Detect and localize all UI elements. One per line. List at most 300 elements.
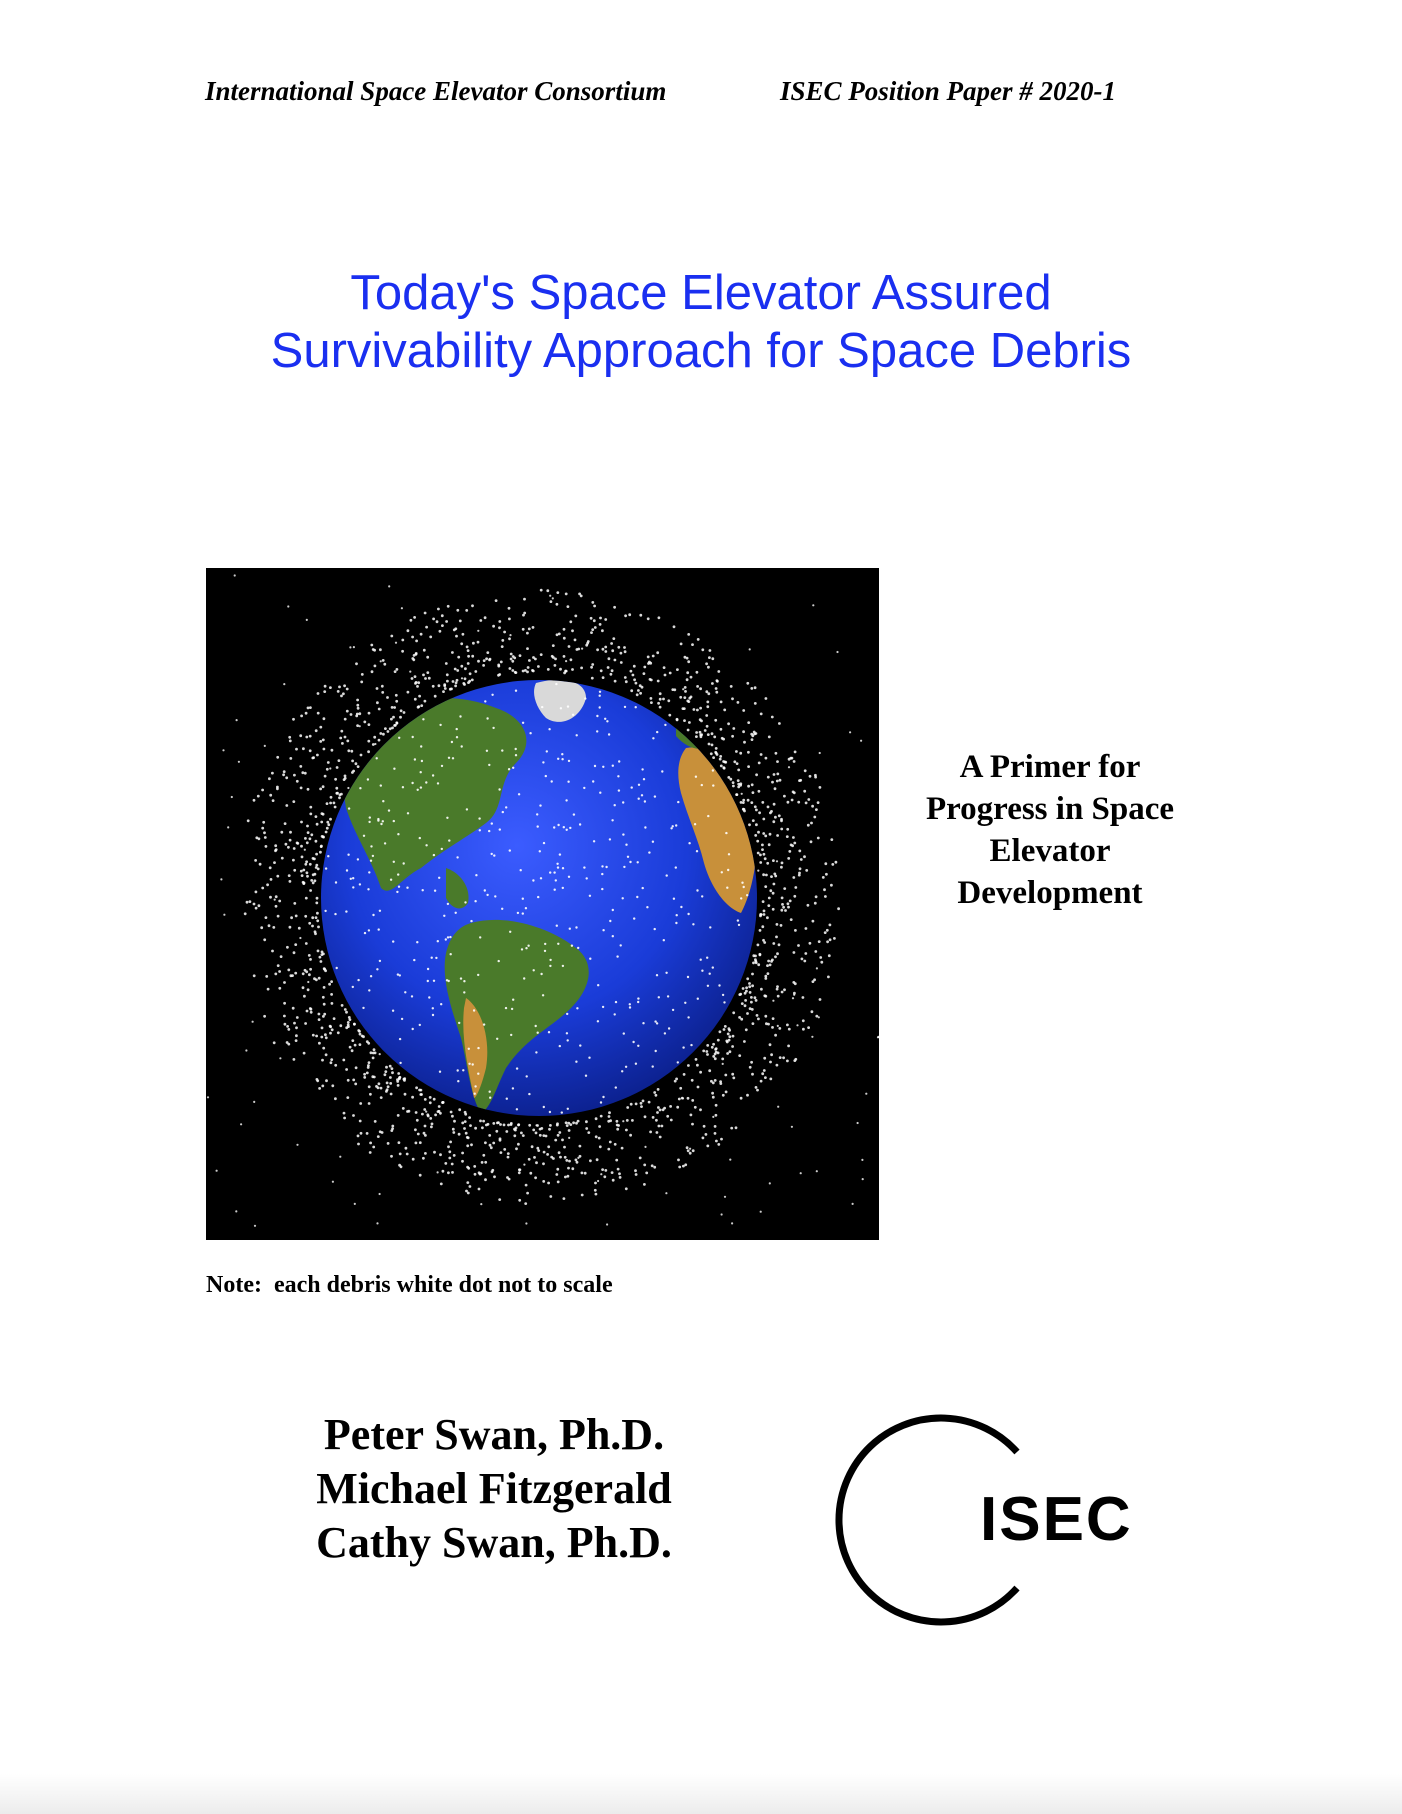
debris-dot <box>647 656 650 659</box>
debris-dot <box>510 1123 513 1126</box>
debris-dot <box>597 984 599 986</box>
debris-dot <box>361 1035 364 1038</box>
debris-dot <box>737 786 740 789</box>
debris-dot <box>460 665 463 668</box>
debris-dot <box>779 779 782 782</box>
debris-dot <box>596 730 598 732</box>
debris-dot <box>625 1066 627 1068</box>
debris-dot <box>780 909 783 912</box>
debris-dot <box>304 1022 307 1025</box>
debris-dot <box>509 849 511 851</box>
debris-dot <box>792 791 795 794</box>
debris-dot <box>601 888 603 890</box>
debris-dot <box>501 749 503 751</box>
debris-dot <box>414 698 417 701</box>
debris-dot <box>349 1046 352 1049</box>
debris-dot <box>549 1111 551 1113</box>
debris-dot <box>482 1154 485 1157</box>
debris-dot <box>650 697 653 700</box>
debris-dot <box>575 1122 578 1125</box>
debris-dot <box>707 733 710 736</box>
debris-dot <box>539 1134 542 1137</box>
debris-dot <box>427 968 429 970</box>
debris-dot <box>687 1149 690 1152</box>
debris-dot <box>315 729 318 732</box>
debris-dot <box>731 1073 734 1076</box>
debris-dot <box>345 1068 348 1071</box>
isec-logo <box>820 1400 1180 1640</box>
debris-dot <box>649 1131 652 1134</box>
debris-dot <box>472 642 475 645</box>
debris-dot <box>420 786 422 788</box>
debris-dot <box>296 842 299 845</box>
debris-dot <box>356 699 359 702</box>
debris-dot <box>261 789 264 792</box>
debris-dot <box>498 626 501 629</box>
debris-dot <box>368 1102 371 1105</box>
debris-dot <box>441 765 443 767</box>
debris-dot <box>372 1052 375 1055</box>
debris-dot <box>657 702 660 705</box>
debris-dot <box>363 721 366 724</box>
debris-dot <box>454 668 457 671</box>
debris-dot <box>447 903 449 905</box>
debris-dot <box>286 1025 289 1028</box>
debris-dot <box>302 747 305 750</box>
debris-dot <box>683 719 686 722</box>
debris-dot <box>551 655 554 658</box>
debris-dot <box>335 881 337 883</box>
debris-dot <box>782 1056 785 1059</box>
debris-dot <box>322 785 325 788</box>
debris-dot <box>536 813 538 815</box>
debris-dot <box>351 771 354 774</box>
debris-dot <box>635 706 637 708</box>
debris-dot <box>713 736 716 739</box>
debris-dot <box>449 1141 452 1144</box>
debris-dot <box>478 817 480 819</box>
debris-dot <box>714 1132 717 1135</box>
debris-dot <box>769 1043 772 1046</box>
debris-dot <box>338 686 341 689</box>
debris-dot <box>503 1124 506 1127</box>
debris-dot <box>764 1015 767 1018</box>
debris-dot <box>708 1069 711 1072</box>
debris-dot <box>484 1178 487 1181</box>
debris-dot <box>483 1023 485 1025</box>
debris-dot <box>369 1142 372 1145</box>
debris-dot <box>715 1114 718 1117</box>
debris-dot <box>276 787 279 790</box>
debris-dot <box>745 986 748 989</box>
debris-dot <box>472 1063 474 1065</box>
debris-dot <box>391 706 394 709</box>
debris-dot <box>778 943 781 946</box>
debris-dot <box>316 823 319 826</box>
debris-dot <box>351 1039 354 1042</box>
debris-dot <box>815 895 818 898</box>
debris-dot <box>415 1086 418 1089</box>
debris-dot <box>642 1100 645 1103</box>
debris-dot <box>622 1120 624 1122</box>
debris-dot <box>293 847 296 850</box>
debris-dot <box>368 929 370 931</box>
debris-dot <box>419 837 421 839</box>
debris-dot <box>594 626 597 629</box>
debris-dot <box>465 1132 468 1135</box>
debris-dot <box>412 1158 415 1161</box>
debris-dot <box>563 826 565 828</box>
debris-dot <box>687 729 690 732</box>
debris-dot <box>305 970 308 973</box>
debris-dot <box>708 743 711 746</box>
debris-dot <box>486 894 488 896</box>
debris-dot <box>794 886 797 889</box>
debris-dot <box>446 979 448 981</box>
debris-dot <box>787 906 790 909</box>
debris-dot <box>393 768 395 770</box>
debris-dot <box>565 1121 568 1124</box>
debris-dot <box>546 589 549 592</box>
debris-dot <box>267 988 270 991</box>
debris-dot <box>399 1038 401 1040</box>
debris-dot <box>399 1062 401 1064</box>
debris-dot <box>441 614 444 617</box>
debris-dot <box>805 802 808 805</box>
debris-dot <box>598 1125 601 1128</box>
debris-dot <box>252 1021 254 1023</box>
debris-dot <box>506 1176 509 1179</box>
debris-dot <box>571 668 574 671</box>
debris-dot <box>392 940 394 942</box>
debris-dot <box>727 869 729 871</box>
debris-dot <box>769 1078 772 1081</box>
debris-dot <box>711 657 714 660</box>
debris-dot <box>479 1120 482 1123</box>
debris-dot <box>755 823 758 826</box>
debris-dot <box>571 945 573 947</box>
debris-dot <box>544 950 546 952</box>
debris-dot <box>767 960 770 963</box>
debris-dot <box>686 700 689 703</box>
debris-dot <box>767 806 770 809</box>
debris-dot <box>575 1159 578 1162</box>
debris-dot <box>803 960 806 963</box>
debris-dot <box>283 1002 286 1005</box>
debris-dot <box>611 669 614 672</box>
debris-dot <box>255 907 258 910</box>
debris-dot <box>288 874 291 877</box>
debris-dot <box>814 950 817 953</box>
debris-dot <box>389 1082 392 1085</box>
debris-dot <box>305 860 308 863</box>
debris-dot <box>557 943 559 945</box>
debris-dot <box>433 980 435 982</box>
debris-dot <box>374 665 377 668</box>
debris-dot <box>309 813 312 816</box>
debris-dot <box>750 733 753 736</box>
debris-dot <box>460 642 463 645</box>
debris-dot <box>377 1135 380 1138</box>
debris-dot <box>304 837 307 840</box>
debris-dot <box>699 734 702 737</box>
debris-dot <box>474 900 476 902</box>
debris-dot <box>452 1128 455 1131</box>
debris-dot <box>776 985 779 988</box>
debris-dot <box>603 1175 606 1178</box>
debris-dot <box>601 873 603 875</box>
title-line-2: Survivability Approach for Space Debris <box>270 324 1132 378</box>
debris-dot <box>668 1027 670 1029</box>
debris-dot <box>526 632 529 635</box>
debris-dot <box>474 1093 476 1095</box>
debris-dot <box>811 1036 813 1038</box>
debris-dot <box>614 804 616 806</box>
debris-dot <box>553 871 555 873</box>
debris-dot <box>656 1131 659 1134</box>
debris-dot <box>395 694 398 697</box>
debris-dot <box>677 1061 679 1063</box>
debris-dot <box>569 928 571 930</box>
debris-dot <box>599 691 601 693</box>
debris-dot <box>408 1110 411 1113</box>
debris-dot <box>781 897 784 900</box>
debris-dot <box>346 740 349 743</box>
debris-dot <box>639 692 642 695</box>
debris-dot <box>347 1025 350 1028</box>
debris-dot <box>503 631 506 634</box>
debris-dot <box>422 718 424 720</box>
debris-dot <box>390 1093 393 1096</box>
debris-dot <box>728 1039 731 1042</box>
debris-dot <box>461 677 463 679</box>
debris-dot <box>368 871 370 873</box>
debris-dot <box>512 767 514 769</box>
debris-dot <box>367 778 369 780</box>
debris-dot <box>426 671 429 674</box>
debris-dot <box>414 675 417 678</box>
debris-dot <box>542 1180 545 1183</box>
debris-dot <box>388 585 390 587</box>
debris-dot <box>574 615 577 618</box>
debris-dot <box>507 1124 510 1127</box>
debris-dot <box>720 701 723 704</box>
debris-dot <box>518 793 520 795</box>
primer-subtitle <box>890 746 1210 914</box>
title-line-1: Today's Space Elevator Assured <box>350 266 1052 320</box>
debris-dot <box>557 1134 560 1137</box>
debris-dot <box>515 748 517 750</box>
debris-dot <box>684 1002 686 1004</box>
debris-dot <box>557 758 559 760</box>
debris-dot <box>669 1105 672 1108</box>
debris-dot <box>493 854 495 856</box>
debris-dot <box>496 1038 498 1040</box>
debris-dot <box>764 1076 767 1079</box>
debris-dot <box>329 686 332 689</box>
debris-dot <box>406 887 408 889</box>
debris-dot <box>359 725 361 727</box>
debris-dot <box>510 1034 512 1036</box>
debris-dot <box>521 948 523 950</box>
debris-dot <box>752 962 755 965</box>
debris-dot <box>791 799 794 802</box>
debris-dot <box>776 923 779 926</box>
debris-dot <box>477 630 479 632</box>
debris-dot <box>747 765 750 768</box>
debris-dot <box>347 749 350 752</box>
debris-dot <box>743 886 745 888</box>
debris-dot <box>694 1106 697 1109</box>
debris-dot <box>775 752 778 755</box>
debris-dot <box>525 1222 527 1224</box>
document-title <box>0 264 1402 380</box>
debris-dot <box>667 699 670 702</box>
debris-dot <box>253 799 256 802</box>
debris-dot <box>372 855 374 857</box>
debris-dot <box>480 1203 482 1205</box>
debris-dot <box>767 904 770 907</box>
debris-dot <box>730 685 733 688</box>
debris-dot <box>368 821 370 823</box>
debris-dot <box>441 624 444 627</box>
debris-dot <box>355 1066 358 1069</box>
debris-dot <box>705 662 708 665</box>
debris-dot <box>762 900 765 903</box>
debris-dot <box>701 784 703 786</box>
debris-dot <box>562 965 564 967</box>
debris-dot <box>756 1089 759 1092</box>
debris-dot <box>355 715 358 718</box>
debris-dot <box>451 741 453 743</box>
debris-dot <box>643 1164 646 1167</box>
debris-dot <box>319 851 322 854</box>
debris-dot <box>508 637 511 640</box>
debris-dot <box>394 724 397 727</box>
debris-dot <box>616 1128 619 1131</box>
debris-dot <box>309 735 312 738</box>
debris-dot <box>391 727 394 730</box>
debris-dot <box>763 1057 766 1060</box>
debris-dot <box>396 891 398 893</box>
debris-dot <box>779 1056 782 1059</box>
debris-dot <box>412 736 414 738</box>
debris-dot <box>545 1135 548 1138</box>
debris-dot <box>822 876 825 879</box>
debris-dot <box>367 1064 370 1067</box>
debris-dot <box>400 709 403 712</box>
debris-dot <box>367 750 370 753</box>
debris-dot <box>265 975 268 978</box>
debris-dot <box>595 1193 598 1196</box>
debris-dot <box>788 850 791 853</box>
debris-dot <box>360 754 363 757</box>
debris-dot <box>306 871 309 874</box>
debris-dot <box>644 1146 646 1148</box>
debris-dot <box>227 826 229 828</box>
debris-dot <box>573 813 575 815</box>
debris-dot <box>586 877 588 879</box>
debris-dot <box>523 598 526 601</box>
debris-dot <box>467 649 470 652</box>
debris-dot <box>442 1170 445 1173</box>
debris-dot <box>636 896 638 898</box>
debris-dot <box>747 785 750 788</box>
debris-dot <box>448 1157 451 1160</box>
debris-dot <box>725 1091 728 1094</box>
debris-dot <box>293 774 296 777</box>
debris-dot <box>657 1106 660 1109</box>
debris-dot <box>627 856 629 858</box>
debris-dot <box>608 657 611 660</box>
debris-dot <box>376 687 379 690</box>
debris-dot <box>720 765 723 768</box>
debris-dot <box>329 1025 332 1028</box>
debris-dot <box>509 667 512 670</box>
debris-dot <box>642 887 644 889</box>
debris-dot <box>803 790 806 793</box>
debris-dot <box>384 1070 387 1073</box>
debris-dot <box>316 1078 319 1081</box>
debris-dot <box>376 968 378 970</box>
debris-dot <box>617 1168 620 1171</box>
debris-dot <box>819 786 822 789</box>
debris-dot <box>535 1124 537 1126</box>
debris-dot <box>594 1189 597 1192</box>
debris-dot <box>464 677 467 680</box>
debris-dot <box>312 882 315 885</box>
debris-dot <box>352 1079 355 1082</box>
debris-dot <box>359 883 361 885</box>
space-debris-earth-image <box>206 568 879 1240</box>
debris-dot <box>616 1120 619 1123</box>
debris-dot <box>289 831 292 834</box>
debris-dot <box>817 801 820 804</box>
debris-dot <box>456 736 458 738</box>
debris-dot <box>500 1151 503 1154</box>
debris-dot <box>367 888 369 890</box>
debris-dot <box>609 920 611 922</box>
debris-dot <box>655 1119 658 1122</box>
debris-dot <box>561 758 563 760</box>
debris-dot <box>420 745 422 747</box>
debris-dot <box>474 1173 477 1176</box>
debris-dot <box>763 994 766 997</box>
debris-dot <box>498 1198 501 1201</box>
debris-dot <box>604 618 607 621</box>
debris-dot <box>449 936 451 938</box>
debris-dot <box>403 1077 406 1080</box>
debris-dot <box>379 732 382 735</box>
debris-dot <box>614 680 617 683</box>
debris-dot <box>463 991 465 993</box>
debris-dot <box>562 887 564 889</box>
debris-dot <box>487 1123 490 1126</box>
debris-dot <box>554 664 557 667</box>
debris-dot <box>567 1175 570 1178</box>
debris-dot <box>566 829 568 831</box>
debris-dot <box>327 823 330 826</box>
debris-dot <box>451 1115 454 1118</box>
debris-dot <box>686 1146 689 1149</box>
debris-dot <box>370 845 372 847</box>
debris-dot <box>587 1131 590 1134</box>
debris-dot <box>567 705 569 707</box>
debris-dot <box>761 844 764 847</box>
debris-dot <box>722 760 725 763</box>
debris-dot <box>696 671 699 674</box>
debris-dot <box>810 822 813 825</box>
